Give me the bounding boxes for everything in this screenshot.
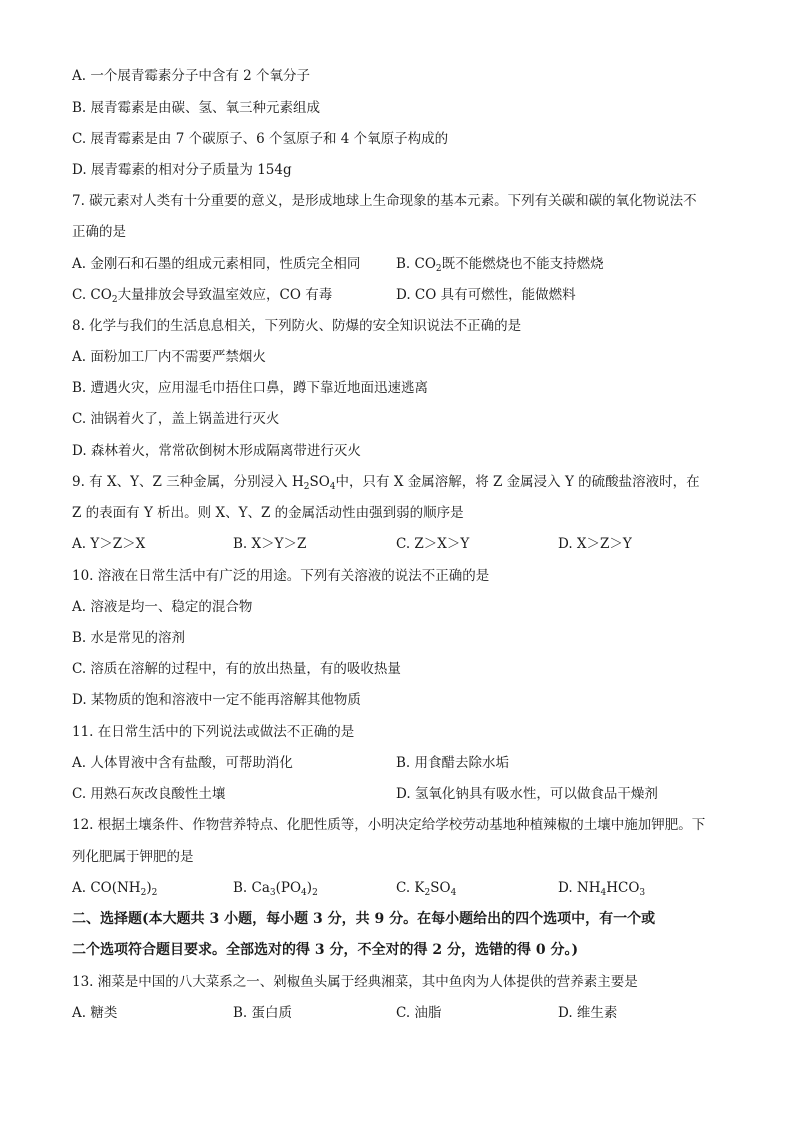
q9-stem-line1: 9. 有 X、Y、Z 三种金属，分别浸入 $H_2SO_4$中，只有 X 金属溶解，将 Z 金属浸入 Y 的硫酸盐溶液时，在 (72, 474, 700, 492)
q6-option-c: C. 展青霉素是由 7 个碳原子、6 个氢原子和 4 个氧原子构成的 (72, 131, 449, 147)
q13-option-d: D. 维生素 (558, 1005, 618, 1021)
q8-stem: 8. 化学与我们的生活息息相关，下列防火、防爆的安全知识说法不正确的是 (72, 318, 522, 334)
q10-option-c: C. 溶质在溶解的过程中，有的放出热量，有的吸收热量 (72, 661, 401, 677)
q12-option-a: A. $CO(NH_2)_2$ (72, 880, 158, 898)
q10-option-b: B. 水是常见的溶剂 (72, 630, 186, 646)
q11-option-b: B. 用食醋去除水垢 (396, 755, 510, 771)
q10-option-a: A. 溶液是均一、稳定的混合物 (72, 599, 253, 615)
q8-option-a: A. 面粉加工厂内不需要严禁烟火 (72, 349, 266, 365)
q9-option-d: D. X＞Z＞Y (558, 536, 632, 552)
q6-option-d: D. 展青霉素的相对分子质量为 154g (72, 162, 292, 178)
q7-stem-line1: 7. 碳元素对人类有十分重要的意义，是形成地球上生命现象的基本元素。下列有关碳和碳的氧化物说法不 (72, 193, 697, 209)
q9-option-c: C. Z＞X＞Y (396, 536, 470, 552)
q6-option-a: A. 一个展青霉素分子中含有 2 个氧分子 (72, 68, 311, 84)
section2-heading-line1: 二、选择题(本大题共 3 小题，每小题 3 分，共 9 分。在每小题给出的四个选项中，有一个或 (72, 911, 656, 927)
q9-option-a: A. Y＞Z＞X (72, 536, 146, 552)
section2-heading-line2: 二个选项符合题目要求。全部选对的得 3 分，不全对的得 2 分，选错的得 0 分。) (72, 942, 579, 958)
q12-stem-line1: 12. 根据土壤条件、作物营养特点、化肥性质等，小明决定给学校劳动基地种植辣椒的土壤中施加钾肥。下 (72, 817, 706, 833)
q13-option-b: B. 蛋白质 (233, 1005, 293, 1021)
q13-stem: 13. 湘菜是中国的八大菜系之一、剁椒鱼头属于经典湘菜，其中鱼肉为人体提供的营养素主要是 (72, 974, 638, 990)
q11-option-a: A. 人体胃液中含有盐酸，可帮助消化 (72, 755, 293, 771)
q13-option-c: C. 油脂 (396, 1005, 442, 1021)
q12-option-d: D. $NH_4HCO_3$ (558, 880, 646, 898)
q11-option-d: D. 氢氧化钠具有吸水性，可以做食品干燥剂 (396, 786, 658, 802)
q7-option-c: C. $CO_2$大量排放会导致温室效应，CO 有毒 (72, 287, 333, 305)
q11-option-c: C. 用熟石灰改良酸性土壤 (72, 786, 226, 802)
q6-option-b: B. 展青霉素是由碳、氢、氧三种元素组成 (72, 100, 321, 116)
q7-option-d: D. CO 具有可燃性，能做燃料 (396, 287, 576, 303)
q7-stem-line2: 正确的是 (72, 224, 126, 240)
q8-option-d: D. 森林着火，常常砍倒树木形成隔离带进行灭火 (72, 443, 361, 459)
q12-option-b: B. $Ca_3(PO_4)_2$ (233, 880, 318, 898)
q12-option-c: C. $K_2SO_4$ (396, 880, 457, 898)
q7-option-a: A. 金刚石和石墨的组成元素相同，性质完全相同 (72, 256, 361, 272)
q9-stem-line2: Z 的表面有 Y 析出。则 X、Y、Z 的金属活动性由强到弱的顺序是 (72, 505, 464, 521)
q10-option-d: D. 某物质的饱和溶液中一定不能再溶解其他物质 (72, 692, 361, 708)
q13-option-a: A. 糖类 (72, 1005, 118, 1021)
q10-stem: 10. 溶液在日常生活中有广泛的用途。下列有关溶液的说法不正确的是 (72, 568, 490, 584)
q11-stem: 11. 在日常生活中的下列说法或做法不正确的是 (72, 724, 355, 740)
q8-option-c: C. 油锅着火了，盖上锅盖进行灭火 (72, 411, 280, 427)
q9-option-b: B. X＞Y＞Z (233, 536, 307, 552)
q7-option-b: B. $CO_2$既不能燃烧也不能支持燃烧 (396, 256, 604, 274)
q12-stem-line2: 列化肥属于钾肥的是 (72, 849, 194, 865)
q8-option-b: B. 遭遇火灾，应用湿毛巾捂住口鼻，蹲下靠近地面迅速逃离 (72, 380, 429, 396)
